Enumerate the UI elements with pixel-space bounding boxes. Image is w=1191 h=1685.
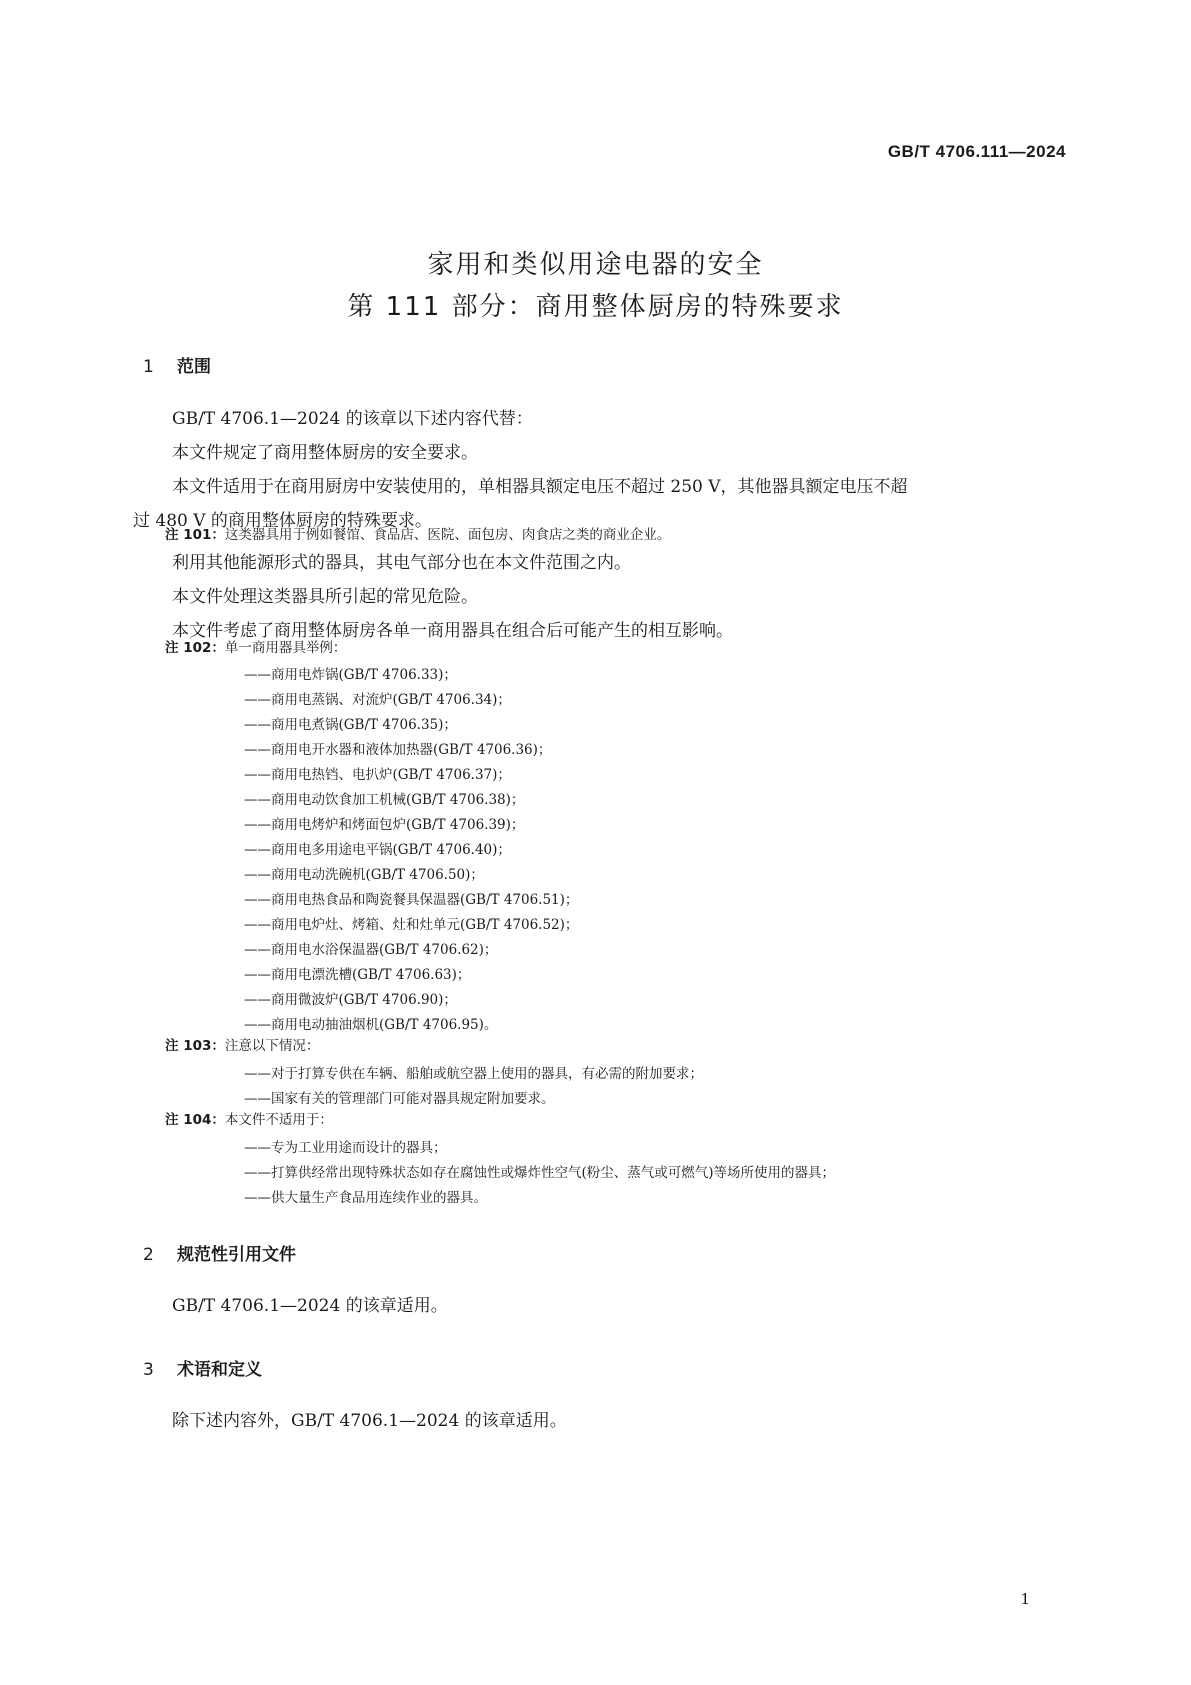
page-number: 1 — [1020, 1590, 1030, 1608]
list-item: ——商用电热铛、电扒炉(GB/T 4706.37)； — [244, 767, 511, 783]
paragraph: GB/T 4706.1—2024 的该章适用。 — [172, 1296, 448, 1316]
note-text: 本文件不适用于： — [224, 1112, 333, 1128]
list-item: ——商用电动洗碗机(GB/T 4706.50)； — [244, 867, 484, 883]
section-1-heading — [143, 352, 211, 377]
paragraph: 本文件适用于在商用厨房中安装使用的，单相器具额定电压不超过 250 V，其他器具额定电压不超 — [172, 477, 908, 497]
list-item: ——商用电水浴保温器(GB/T 4706.62)； — [244, 942, 498, 958]
list-item: ——商用电开水器和液体加热器(GB/T 4706.36)； — [244, 742, 552, 758]
list-item: ——打算供经常出现特殊状态如存在腐蚀性或爆炸性空气(粉尘、蒸气或可燃气)等场所使用的器具； — [244, 1165, 836, 1181]
section-number: 2 — [143, 1245, 154, 1265]
paragraph: 除下述内容外，GB/T 4706.1—2024 的该章适用。 — [172, 1411, 567, 1431]
list-item: ——商用电热食品和陶瓷餐具保温器(GB/T 4706.51)； — [244, 892, 579, 908]
paragraph: 本文件处理这类器具所引起的常见危险。 — [172, 587, 478, 607]
section-number: 1 — [143, 357, 154, 377]
section-3-heading — [143, 1355, 262, 1380]
document-subtitle: 第 111 部分：商用整体厨房的特殊要求 — [347, 292, 844, 322]
document-title: 家用和类似用途电器的安全 — [427, 250, 764, 280]
list-item: ——商用电漂洗槽(GB/T 4706.63)； — [244, 967, 471, 983]
note-label: 注 101： — [165, 527, 225, 543]
list-item: ——商用电动抽油烟机(GB/T 4706.95)。 — [244, 1017, 498, 1033]
section-title: 范围 — [177, 357, 211, 377]
paragraph: 本文件规定了商用整体厨房的安全要求。 — [172, 443, 478, 463]
section-number: 3 — [143, 1360, 154, 1380]
section-2-heading — [143, 1240, 296, 1265]
list-item: ——商用电煮锅(GB/T 4706.35)； — [244, 717, 457, 733]
note-104 — [165, 1107, 333, 1134]
standard-code: GB/T 4706.111—2024 — [887, 142, 1066, 161]
list-item: ——供大量生产食品用连续作业的器具。 — [244, 1190, 487, 1206]
list-item: ——商用微波炉(GB/T 4706.90)； — [244, 992, 457, 1008]
list-item: ——商用电多用途电平锅(GB/T 4706.40)； — [244, 842, 511, 858]
list-item: ——专为工业用途而设计的器具； — [244, 1140, 447, 1156]
section-title: 规范性引用文件 — [177, 1245, 296, 1265]
note-103 — [165, 1033, 319, 1060]
list-item: ——商用电蒸锅、对流炉(GB/T 4706.34)； — [244, 692, 511, 708]
paragraph: 本文件考虑了商用整体厨房各单一商用器具在组合后可能产生的相互影响。 — [172, 621, 733, 641]
paragraph: GB/T 4706.1—2024 的该章以下述内容代替： — [172, 409, 533, 429]
note-label: 注 102： — [165, 640, 225, 656]
note-label: 注 103： — [165, 1038, 225, 1054]
list-item: ——商用电炉灶、烤箱、灶和灶单元(GB/T 4706.52)； — [244, 917, 579, 933]
list-item: ——国家有关的管理部门可能对器具规定附加要求。 — [244, 1091, 555, 1107]
note-text: 注意以下情况： — [224, 1038, 320, 1054]
paragraph: 利用其他能源形式的器具，其电气部分也在本文件范围之内。 — [172, 553, 631, 573]
list-item: ——商用电烤炉和烤面包炉(GB/T 4706.39)； — [244, 817, 525, 833]
note-text: 这类器具用于例如餐馆、食品店、医院、面包房、肉食店之类的商业企业。 — [224, 527, 671, 543]
list-item: ——商用电炸锅(GB/T 4706.33)； — [244, 667, 457, 683]
section-title: 术语和定义 — [177, 1360, 262, 1380]
note-101 — [165, 522, 670, 549]
note-label: 注 104： — [165, 1112, 225, 1128]
note-102 — [165, 635, 346, 662]
note-text: 单一商用器具举例： — [224, 640, 347, 656]
list-item: ——对于打算专供在车辆、船舶或航空器上使用的器具，有必需的附加要求； — [244, 1066, 703, 1082]
list-item: ——商用电动饮食加工机械(GB/T 4706.38)； — [244, 792, 525, 808]
paragraph: 过 480 V 的商用整体厨房的特殊要求。 — [133, 511, 432, 531]
